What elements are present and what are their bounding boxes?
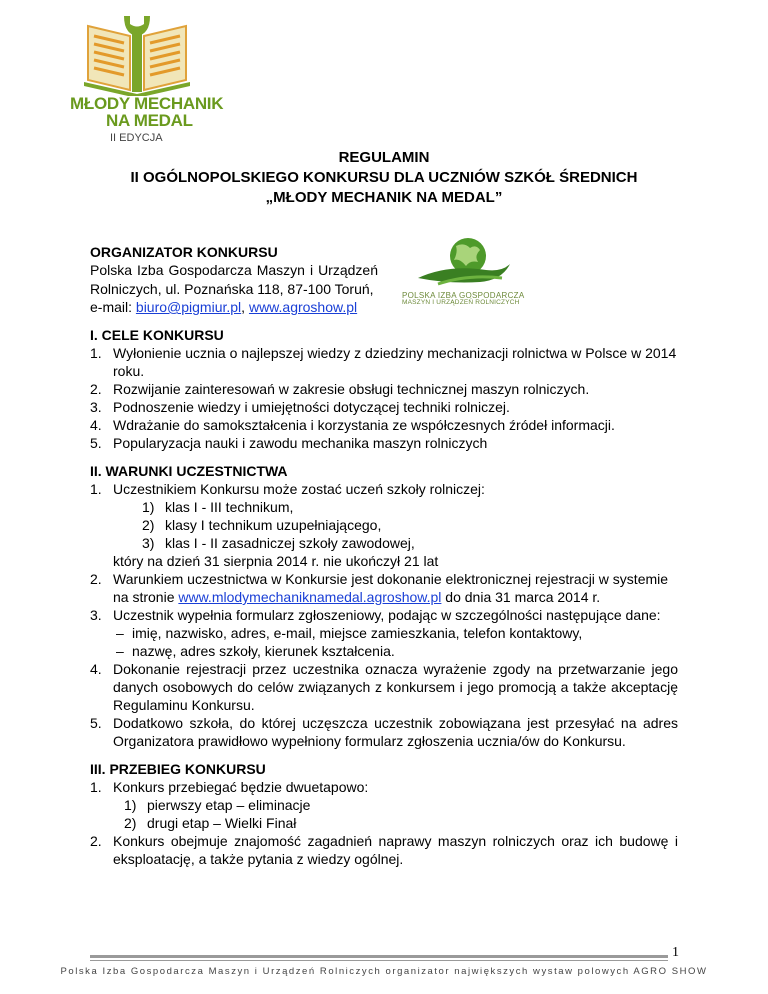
organizer-heading: ORGANIZATOR KONKURSU (90, 244, 278, 260)
s2-item5-num: 5. (90, 715, 102, 731)
s2-sub2-num: 2) (142, 517, 155, 533)
document-title: REGULAMIN (338, 149, 430, 166)
s1-item4-text: Wdrażanie do samokształcenia i korzystania ze współczesnych źródeł informacji. (113, 417, 615, 433)
s2-sub3-text: klas I - II zasadniczej szkoły zawodowej, (165, 535, 415, 551)
organizer-line2: Rolniczych, ul. Poznańska 118, 87-100 Toruń, (90, 281, 374, 297)
organizer-line1: Polska Izba Gospodarcza Maszyn i Urządzeń (90, 262, 378, 278)
contest-name: „MŁODY MECHANIK NA MEDAL” (265, 189, 503, 206)
section1-heading: I. CELE KONKURSU (90, 327, 224, 343)
organizer-logo-line2: MASZYN I URZĄDZEŃ ROLNICZYCH (402, 299, 520, 306)
s1-item2-text: Rozwijanie zainteresowań w zakresie obsługi technicznej maszyn rolniczych. (113, 381, 590, 397)
s1-item5-text: Popularyzacja nauki i zawodu mechanika maszyn rolniczych (113, 435, 488, 451)
registration-link[interactable]: www.mlodymechaniknamedal.agroshow.pl (178, 589, 442, 605)
s2-bullet2-mark: – (116, 643, 124, 659)
section3-heading: III. PRZEBIEG KONKURSU (90, 761, 266, 777)
s2-item4-line1: Dokonanie rejestracji przez uczestnika oznacza wyrażenie zgody na przetwarzanie jego (113, 661, 678, 677)
organizer-logo (398, 234, 528, 306)
logo-title-line2: NA MEDAL (106, 111, 193, 130)
email-link[interactable]: biuro@pigmiur.pl (135, 299, 242, 315)
s3-sub2-num: 2) (124, 815, 137, 831)
s2-bullet1-mark: – (116, 625, 124, 641)
s2-sub2-text: klasy I technikum uzupełniającego, (165, 517, 382, 533)
s3-sub1-num: 1) (124, 797, 137, 813)
s3-item1-text: Konkurs przebiegać będzie dwuetapowo: (113, 779, 369, 795)
s1-item1-text: Wyłonienie ucznia o najlepszej wiedzy z dziedziny mechanizacji rolnictwa w Polsce w 2014 (113, 345, 677, 361)
s1-item3-num: 3. (90, 399, 102, 415)
s3-sub1-text: pierwszy etap – eliminacje (147, 797, 311, 813)
s3-sub2-text: drugi etap – Wielki Finał (147, 815, 297, 831)
s3-item2-num: 2. (90, 833, 102, 849)
s2-item3-text: Uczestnik wypełnia formularz zgłoszeniowy, podając w szczególności następujące dane: (113, 607, 661, 623)
s3-item1-num: 1. (90, 779, 102, 795)
s2-item5-line1: Dodatkowo szkoła, do której uczęszcza uczestnik zobowiązana jest przesyłać na adres (113, 715, 678, 731)
globe-leaf-icon (398, 234, 528, 292)
document-subtitle: II OGÓLNOPOLSKIEGO KONKURSU DLA UCZNIÓW SZKÓŁ ŚREDNICH (130, 169, 638, 186)
s2-item2-line1: Warunkiem uczestnictwa w Konkursie jest dokonanie elektronicznej rejestracji w systemie (113, 571, 669, 587)
email-label: e-mail: (90, 299, 136, 315)
contest-logo (70, 12, 224, 144)
s2-bullet2-text: nazwę, adres szkoły, kierunek kształcenia. (132, 643, 395, 659)
s2-item1-text: Uczestnikiem Konkursu może zostać uczeń szkoły rolniczej: (113, 481, 485, 497)
footer-rule-thin (90, 960, 668, 961)
separator: , (241, 299, 249, 315)
s2-item4-line3: Regulaminu Konkursu. (113, 697, 255, 713)
s2-sub1-num: 1) (142, 499, 155, 515)
s2-item2-line2 (113, 588, 600, 607)
s2-bullet1-text: imię, nazwisko, adres, e-mail, miejsce zamieszkania, telefon kontaktowy, (132, 625, 583, 641)
s2-item1-tail: który na dzień 31 sierpnia 2014 r. nie ukończył 21 lat (113, 553, 439, 569)
footer-rule (90, 955, 668, 958)
s2-sub1-text: klas I - III technikum, (165, 499, 294, 515)
registration-post: do dnia 31 marca 2014 r. (441, 589, 601, 605)
section2-heading: II. WARUNKI UCZESTNICTWA (90, 463, 288, 479)
s3-item2-line1: Konkurs obejmuje znajomość zagadnień naprawy maszyn rolniczych oraz ich budowę i (113, 833, 678, 849)
organizer-logo-line1: POLSKA IZBA GOSPODARCZA (402, 291, 525, 300)
book-wrench-icon (80, 12, 195, 96)
logo-edition: II EDYCJA (110, 132, 163, 144)
s1-item4-num: 4. (90, 417, 102, 433)
s2-sub3-num: 3) (142, 535, 155, 551)
s2-item4-num: 4. (90, 661, 102, 677)
s1-item1-num: 1. (90, 345, 102, 361)
organizer-contact (90, 298, 357, 317)
s1-item5-num: 5. (90, 435, 102, 451)
page-number: 1 (672, 945, 679, 960)
website-link[interactable]: www.agroshow.pl (248, 299, 358, 315)
s2-item5-line2: Organizatora prawidłowo wypełniony formularz zgłoszenia ucznia/ów do Konkursu. (113, 733, 626, 749)
s1-item1-cont: roku. (113, 363, 145, 379)
s1-item3-text: Podnoszenie wiedzy i umiejętności dotyczącej techniki rolniczej. (113, 399, 510, 415)
registration-pre: na stronie (113, 589, 179, 605)
s2-item2-num: 2. (90, 571, 102, 587)
footer-text: Polska Izba Gospodarcza Maszyn i Urządzeń Rolniczych organizator największych wystaw polowych AGRO SHOW (60, 966, 708, 977)
s2-item3-num: 3. (90, 607, 102, 623)
s1-item2-num: 2. (90, 381, 102, 397)
logo-title-line1: MŁODY MECHANIK (70, 94, 224, 113)
s2-item1-num: 1. (90, 481, 102, 497)
s3-item2-line2: eksploatację, a także pytania z wiedzy ogólnej. (113, 851, 404, 867)
s2-item4-line2: danych osobowych do celów związanych z konkursem i jego promocją a także akceptację (113, 679, 678, 695)
